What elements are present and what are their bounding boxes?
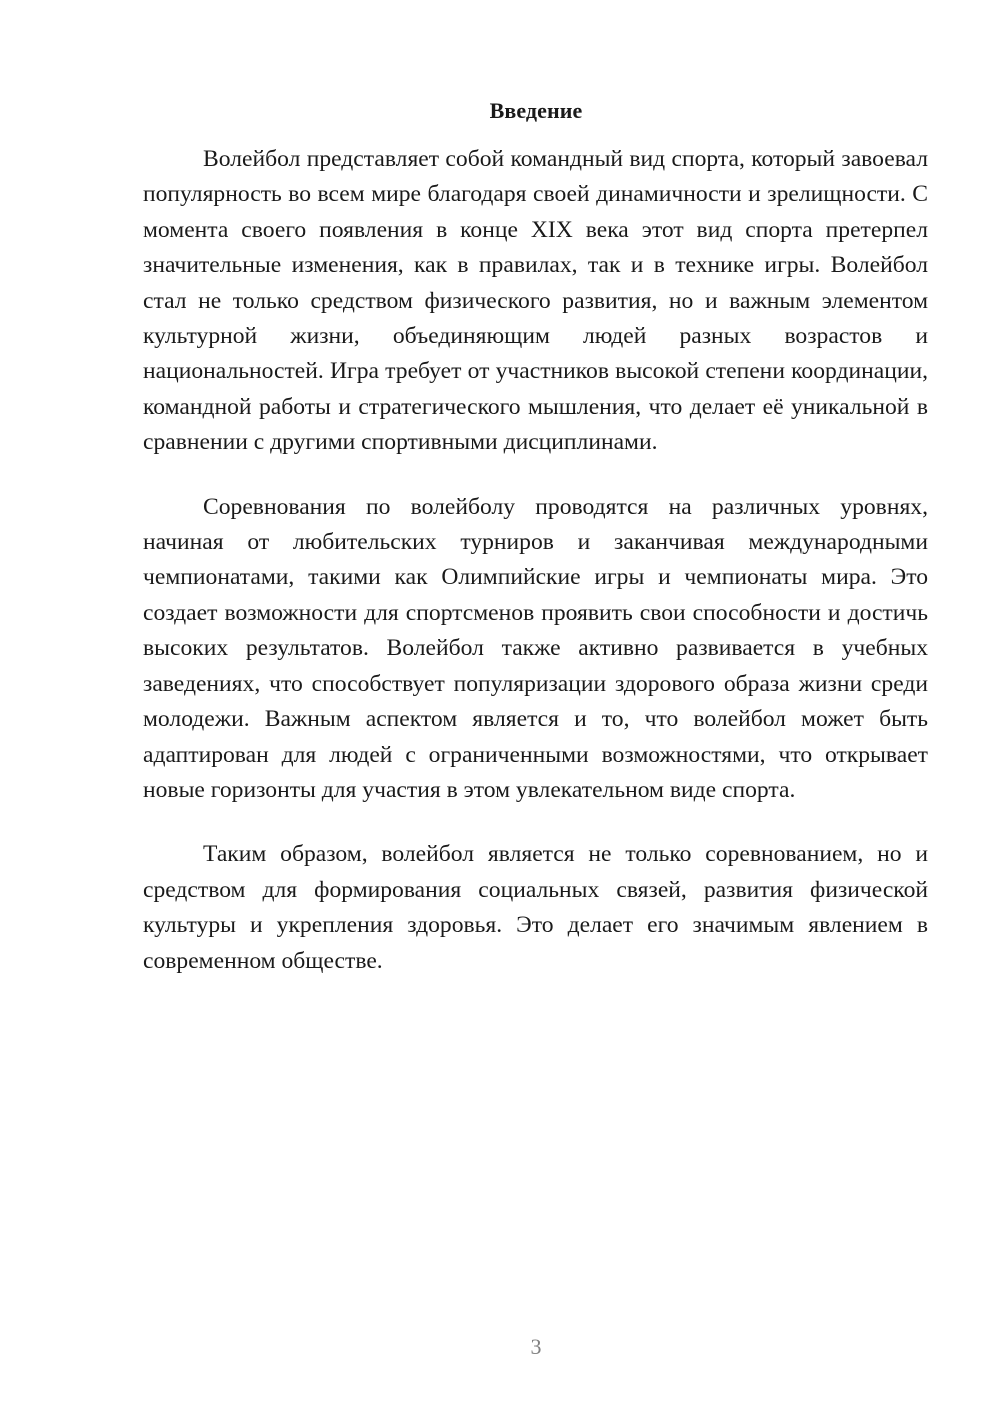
paragraph-conclusion: Таким образом, волейбол является не только соревнованием, но и средством для формирования социальных связей, развития физической культуры и укрепления здоровья. Это делает его значимым явлением в современном обществе. — [143, 841, 928, 974]
page-number: 3 — [530, 1334, 542, 1359]
paragraph-intro: Волейбол представляет собой командный вид спорта, который завоевал популярность во всем мире благодаря своей динамичности и зрелищности. С момента своего появления в конце XIX века этот вид спорта претерпел значительные изменения, как в правилах, так и в технике игры. Волейбол стал не только средством физического развития, но и важным элементом культурной жизни, объединяющим людей разных возрастов и национальностей. Игра требует от участников высокой степени координации, командной работы и стратегического мышления, что делает её уникальной в сравнении с другими спортивными дисциплинами. — [143, 146, 928, 456]
body-text — [143, 142, 928, 979]
section-heading: Введение — [489, 98, 583, 123]
paragraph-competitions: Соревнования по волейболу проводятся на различных уровнях, начиная от любительских турниров и заканчивая международными чемпионатами, такими как Олимпийские игры и чемпионаты мира. Это создает возможности для спортсменов проявить свои способности и достичь высоких результатов. Волейбол также активно развивается в учебных заведениях, что способствует популяризации здорового образа жизни среди молодежи. Важным аспектом является и то, что волейбол может быть адаптирован для людей с ограниченными возможностями, что открывает новые горизонты для участия в этом увлекательном виде спорта. — [143, 493, 928, 803]
